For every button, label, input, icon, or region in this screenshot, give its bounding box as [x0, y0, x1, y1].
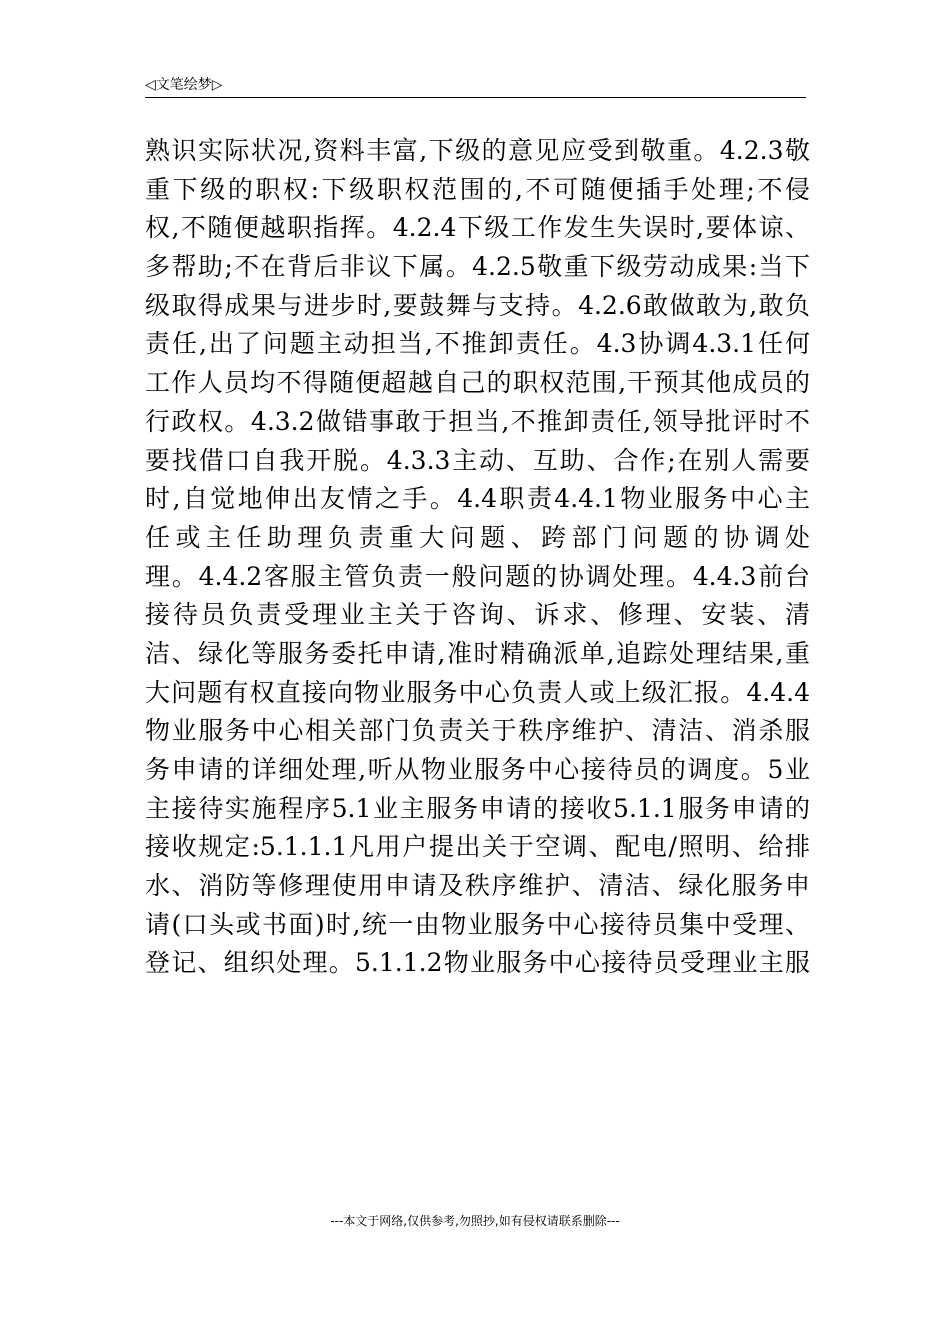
body-line: 工作人员均不得随便超越自己的职权范围,干预其他成员的 [145, 368, 810, 398]
body-line: 物业服务中心相关部门负责关于秩序维护、清洁、消杀服 [145, 716, 810, 746]
body-line: 请(口头或书面)时,统一由物业服务中心接待员集中受理、 [145, 909, 810, 939]
body-line: 洁、绿化等服务委托申请,准时精确派单,追踪处理结果,重 [145, 638, 810, 668]
body-line: 务申请的详细处理,听从物业服务中心接待员的调度。5业 [145, 755, 810, 784]
body-line: 责任,出了问题主动担当,不推卸责任。4.3协调4.3.1任何 [145, 329, 810, 359]
body-line: 接待员负责受理业主关于咨询、诉求、修理、安装、清 [145, 600, 810, 630]
document-body [145, 132, 810, 983]
body-line: 行政权。4.3.2做错事敢于担当,不推卸责任,领导批评时不 [145, 406, 810, 436]
body-line: 主接待实施程序5.1业主服务申请的接收5.1.1服务申请的 [145, 793, 810, 823]
body-line: 接收规定:5.1.1.1凡用户提出关于空调、配电/照明、给排 [145, 832, 810, 862]
body-line: 级取得成果与进步时,要鼓舞与支持。4.2.6敢做敢为,敢负 [145, 290, 810, 320]
body-line: 登记、组织处理。5.1.1.2物业服务中心接待员受理业主服 [145, 948, 810, 978]
body-line: 权,不随便越职指挥。4.2.4下级工作发生失误时,要体谅、 [145, 213, 810, 243]
body-line: 任或主任助理负责重大问题、跨部门问题的协调处 [145, 522, 810, 552]
body-line: 多帮助;不在背后非议下属。4.2.5敬重下级劳动成果:当下 [145, 252, 810, 282]
body-line: 理。4.4.2客服主管负责一般问题的协调处理。4.4.3前台 [145, 561, 810, 591]
body-line: 水、消防等修理使用申请及秩序维护、清洁、绿化服务申 [145, 871, 810, 901]
body-line: 大问题有权直接向物业服务中心负责人或上级汇报。4.4.4 [145, 677, 810, 707]
body-line: 时,自觉地伸出友情之手。4.4职责4.4.1物业服务中心主 [145, 484, 810, 514]
header-divider [145, 97, 806, 98]
body-line: 重下级的职权:下级职权范围的,不可随便插手处理;不侵 [145, 174, 810, 204]
page-footer-disclaimer: ---本文于网络,仅供参考,勿照抄,如有侵权请联系删除--- [330, 1214, 620, 1228]
page-header-title: ◁文笔绘梦▷ [145, 77, 223, 93]
body-line: 要找借口自我开脱。4.3.3主动、互助、合作;在别人需要 [145, 445, 810, 475]
body-line: 熟识实际状况,资料丰富,下级的意见应受到敬重。4.2.3敬 [145, 136, 810, 165]
